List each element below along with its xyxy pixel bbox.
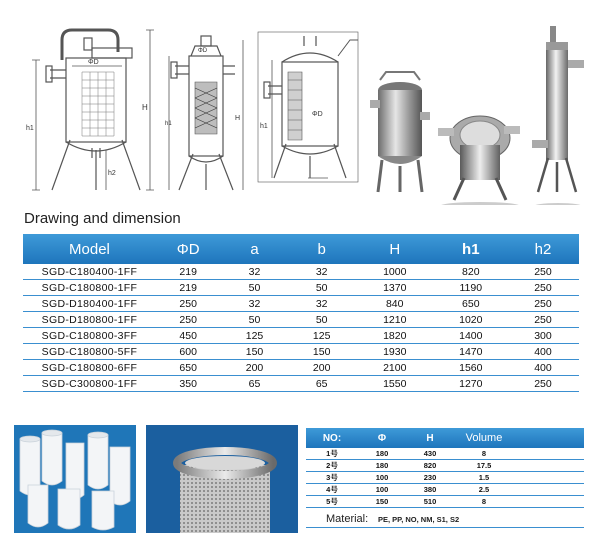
drawing-1-h1-label: h1 [26,125,34,132]
photo-tall-filter [528,0,588,205]
cell-volume: 8 [454,448,514,460]
header-diameter: Φ [358,428,406,448]
drawing-1-h-label: H [142,103,148,112]
material-value: PE, PP, NO, NM, S1, S2 [378,515,460,524]
photo-5-svg [432,0,527,205]
cell-height: 820 [406,460,454,472]
cell-diameter: 250 [156,312,221,328]
cell-volume: 17.5 [454,460,514,472]
header-h1: h1 [435,234,507,264]
table-row [23,280,579,296]
cell-model: SGD-C180800-5FF [23,344,156,360]
drawing-3-h1-label: h1 [260,123,268,130]
cell-b: 200 [289,360,355,376]
table-row [23,264,579,280]
drawing-top-entry-wide-filter [252,0,362,205]
cell-h1: 650 [435,296,507,312]
cell-h1: 1190 [435,280,507,296]
cell-b: 32 [289,296,355,312]
table-row [23,376,579,392]
cell-h2: 250 [507,312,579,328]
header-diameter: ΦD [156,234,221,264]
material-label: Material: [326,513,369,525]
cell-model: SGD-D180400-1FF [23,296,156,312]
cell-h: 1930 [355,344,435,360]
cell-h1: 1560 [435,360,507,376]
cell-h1: 1400 [435,328,507,344]
cell-model: SGD-D180800-1FF [23,312,156,328]
cell-h2: 250 [507,264,579,280]
cell-b: 65 [289,376,355,392]
photo-filter-bags [14,425,136,533]
drawing-2-diameter-label: ΦD [198,48,208,54]
header-height: H [406,428,454,448]
cell-no: 2号 [306,460,358,472]
cell-model: SGD-C180400-1FF [23,264,156,280]
cell-b: 125 [289,328,355,344]
cell-height: 430 [406,448,454,460]
cell-height: 510 [406,496,454,508]
cell-h: 1550 [355,376,435,392]
cell-diameter: 350 [156,376,221,392]
drawing-1-svg [22,0,162,205]
table-row [23,344,579,360]
cell-a: 125 [220,328,288,344]
cell-model: SGD-C180800-6FF [23,360,156,376]
cell-h2: 250 [507,376,579,392]
cell-a: 65 [220,376,288,392]
cell-diameter: 219 [156,280,221,296]
cell-h: 1370 [355,280,435,296]
bag-size-table [306,428,584,508]
cell-no: 5号 [306,496,358,508]
bag-size-table-header [306,428,584,448]
cell-h: 2100 [355,360,435,376]
cell-a: 50 [220,312,288,328]
header-h: H [355,234,435,264]
cell-h1: 1020 [435,312,507,328]
table-row [23,360,579,376]
photo-filter-bags-svg [14,425,136,533]
cell-model: SGD-C300800-1FF [23,376,156,392]
cell-volume: 2.5 [454,484,514,496]
table-row [306,496,584,508]
cell-h2: 250 [507,280,579,296]
drawing-1-diameter-label: ΦD [88,59,99,66]
cell-h2: 250 [507,296,579,312]
cell-h1: 1270 [435,376,507,392]
cell-h2: 400 [507,344,579,360]
cell-h2: 300 [507,328,579,344]
cell-diameter: 180 [358,448,406,460]
header-model: Model [23,234,156,264]
cell-h: 840 [355,296,435,312]
cell-diameter: 600 [156,344,221,360]
header-no: NO: [306,428,358,448]
cell-b: 32 [289,264,355,280]
cell-diameter: 180 [358,460,406,472]
cell-b: 50 [289,312,355,328]
cell-b: 50 [289,280,355,296]
photo-stainless-filter-small [370,0,432,205]
header-b: b [289,234,355,264]
cell-diameter: 450 [156,328,221,344]
cell-a: 150 [220,344,288,360]
cell-diameter: 100 [358,484,406,496]
drawing-2-svg [165,0,250,205]
cell-h2: 400 [507,360,579,376]
cell-empty [514,484,584,496]
cell-h: 1210 [355,312,435,328]
cell-a: 32 [220,264,288,280]
cell-height: 380 [406,484,454,496]
cell-diameter: 150 [358,496,406,508]
table-row [306,472,584,484]
cell-no: 3号 [306,472,358,484]
cell-empty [514,472,584,484]
header-volume: Volume [454,428,514,448]
cell-diameter: 250 [156,296,221,312]
cell-empty [514,448,584,460]
drawing-1-h2-label: h2 [108,170,116,177]
table-row [306,448,584,460]
photo-basket-strainer [146,425,298,533]
section-title: Drawing and dimension [24,210,181,227]
dimensions-table [23,234,579,392]
cell-no: 4号 [306,484,358,496]
photo-6-svg [528,0,588,205]
header-h2: h2 [507,234,579,264]
cell-a: 50 [220,280,288,296]
cell-h: 1000 [355,264,435,280]
cell-diameter: 100 [358,472,406,484]
drawing-3-svg [252,0,362,205]
cell-empty [514,460,584,472]
cell-volume: 8 [454,496,514,508]
cell-height: 230 [406,472,454,484]
cell-h1: 1470 [435,344,507,360]
cell-no: 1号 [306,448,358,460]
material-row [306,513,584,528]
cell-b: 150 [289,344,355,360]
photo-4-svg [370,0,432,205]
table-row [306,460,584,472]
table-row [23,312,579,328]
photo-basket-svg [146,425,298,533]
header-a: a [220,234,288,264]
drawing-3-diameter-label: ΦD [312,111,323,118]
table-row [23,296,579,312]
photo-open-filter-housing [432,0,527,205]
drawing-side-entry-filter [22,0,162,205]
cell-diameter: 650 [156,360,221,376]
cell-a: 32 [220,296,288,312]
drawing-top-entry-slim-filter [165,0,250,205]
cell-model: SGD-C180800-3FF [23,328,156,344]
cell-volume: 1.5 [454,472,514,484]
table-row [306,484,584,496]
cell-a: 200 [220,360,288,376]
cell-diameter: 219 [156,264,221,280]
dimensions-table-header [23,234,579,264]
cell-empty [514,496,584,508]
cell-h1: 820 [435,264,507,280]
drawing-2-h1-label: h1 [165,121,172,127]
header-spacer [514,428,584,448]
drawing-2-h-label: H [235,115,241,122]
cell-h: 1820 [355,328,435,344]
cell-model: SGD-C180800-1FF [23,280,156,296]
table-row [23,328,579,344]
